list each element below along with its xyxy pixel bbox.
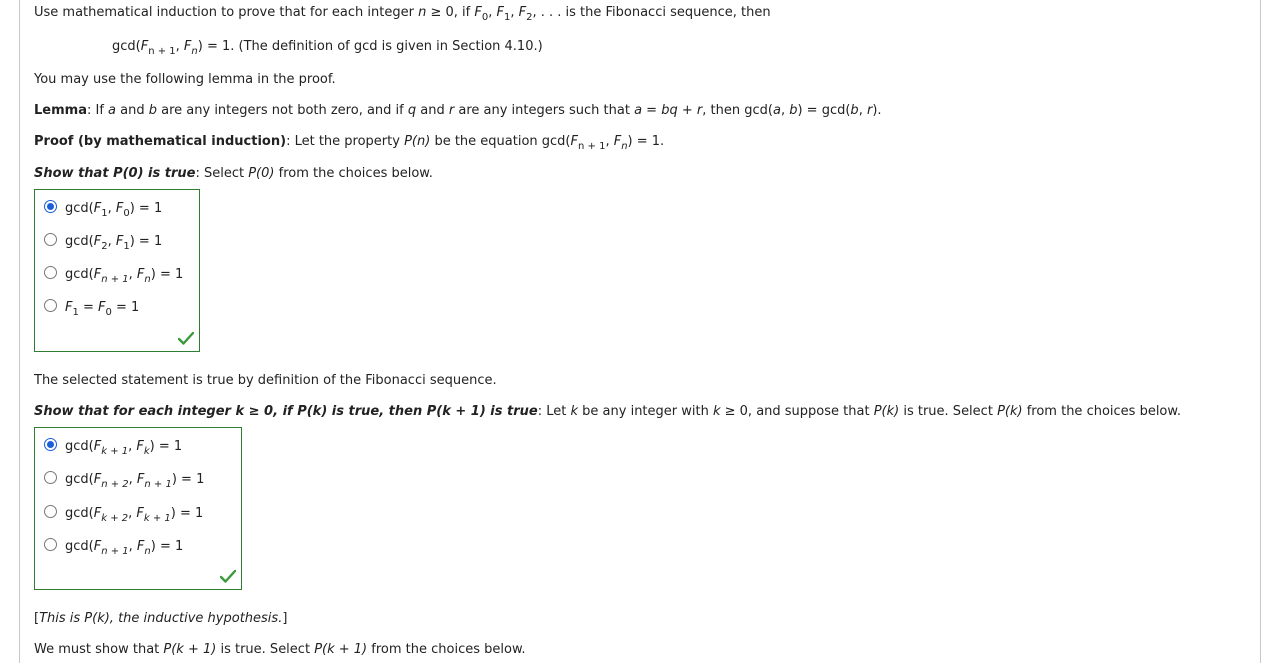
lemma-text: : If (86, 103, 109, 118)
lemma-text: + (677, 103, 697, 118)
bracket: [ (34, 611, 40, 626)
lemma-usage-note: You may use the following lemma in the proof. (34, 72, 336, 87)
var-Pk: P(k) (873, 404, 900, 419)
frame-right-border (1260, 0, 1261, 663)
step0-option-4[interactable] (44, 300, 139, 316)
subscript: n + 1 (101, 274, 129, 285)
stepk-heading (34, 404, 1181, 419)
subscript: n (621, 141, 628, 152)
option-text: ) = 1 (129, 201, 163, 216)
lemma-statement (34, 103, 882, 118)
step0-option-2[interactable]: $\gcd(F_2$, $F_1) = 1$ (44, 234, 162, 250)
subscript: 0 (105, 307, 112, 318)
stepk-option-4[interactable]: $\gcd(F_{n + 1}$, $F_n) = 1$ (44, 539, 183, 555)
step-text: from the choices below. (1022, 404, 1181, 419)
step0-option-1[interactable]: $\gcd(F_1$, $F_0) = 1$ (44, 201, 162, 217)
lemma-label: Lemma (34, 103, 87, 118)
lemma-text: , then gcd( (702, 103, 773, 118)
var-F: F (93, 201, 102, 216)
var-F: F (93, 267, 102, 282)
var-n: n (418, 5, 427, 20)
var-k: k (712, 404, 721, 419)
subscript: n (191, 46, 198, 57)
radio-icon[interactable] (44, 233, 57, 246)
var-F: F (136, 472, 145, 487)
subscript: 2 (101, 241, 108, 252)
option-text: gcd( (65, 201, 94, 216)
subscript: k + 1 (143, 513, 171, 524)
lemma-text: , (858, 103, 867, 118)
step0-answer-box (34, 189, 200, 352)
intro-text: , . . . is the Fibonacci sequence, then (532, 5, 771, 20)
var-r: r (448, 103, 455, 118)
lemma-text: , (780, 103, 790, 118)
must-show-text: from the choices below. (367, 642, 526, 657)
var-F: F (136, 439, 144, 454)
intro-text: Use mathematical induction to prove that for each integer (34, 5, 419, 20)
radio-icon[interactable] (44, 538, 57, 551)
lemma-text: and (416, 103, 449, 118)
var-a: a (634, 103, 643, 118)
lemma-text: are any integers such that (454, 103, 635, 118)
subscript: n + 1 (101, 546, 129, 557)
option-text: gcd( (65, 472, 94, 487)
lemma-text: = (642, 103, 662, 118)
var-F: F (93, 439, 102, 454)
option-text: ) = 1 (170, 506, 204, 521)
option-text: ) = 1 (129, 234, 163, 249)
lemma-text: ) = gcd( (797, 103, 851, 118)
var-Pk1: P(k + 1) (163, 642, 217, 657)
must-show-text: is true. Select (216, 642, 315, 657)
step0-option-3[interactable]: $\gcd(F_{n + 1}$, $F_n) = 1$ (44, 267, 183, 283)
var-r: r (696, 103, 703, 118)
var-F: F (183, 39, 192, 54)
hypothesis-text: This is P(k), the inductive hypothesis. (39, 611, 283, 626)
subscript: n + 2 (101, 479, 129, 490)
var-F: F (93, 472, 102, 487)
subscript: n (144, 546, 151, 557)
var-b: b (850, 103, 859, 118)
must-show-text: We must show that (34, 642, 164, 657)
var-F: F (474, 5, 482, 20)
var-F: F (140, 39, 149, 54)
var-F: F (93, 234, 102, 249)
subscript: 2 (526, 12, 533, 23)
stepk-label: Show that for each integer k ≥ 0, if P(k) is true, then P(k + 1) is true (34, 404, 538, 419)
option-text: gcd( (65, 439, 94, 454)
subscript: 0 (123, 208, 130, 219)
subscript: k + 2 (101, 513, 129, 524)
subscript: k (143, 446, 150, 457)
lemma-text: are any integers not both zero, and if (157, 103, 408, 118)
var-F: F (570, 134, 578, 149)
stepk-option-2[interactable]: $\gcd(F_{n + 2}$, $F_{n + 1}) = 1$ (44, 472, 204, 488)
checkmark-icon (178, 331, 194, 345)
frame-left-border (19, 0, 20, 663)
subscript: 1 (123, 241, 130, 252)
checkmark-icon (220, 569, 236, 583)
subscript: 1 (101, 208, 108, 219)
proof-label: Proof (by mathematical induction) (34, 134, 287, 149)
var-F: F (136, 539, 145, 554)
var-F: F (496, 5, 504, 20)
option-text: ) = 1 (150, 267, 184, 282)
radio-icon[interactable] (44, 299, 57, 312)
var-a: a (108, 103, 116, 118)
var-F: F (93, 506, 102, 521)
subscript: n + 1 (144, 479, 172, 490)
must-show-line (34, 642, 526, 657)
subscript: n (144, 274, 151, 285)
var-q: q (407, 103, 417, 118)
intro-line: Use mathematical induction to prove that for each integer n ≥ 0, if $F_0$, $F_1$, $F_2$, . . . is the Fibonacci sequence, then (34, 5, 771, 23)
step-text: from the choices below. (274, 166, 433, 181)
var-F: F (613, 134, 622, 149)
intro-text: ≥ 0, if (426, 5, 475, 20)
proof-text: ) = 1. (627, 134, 665, 149)
proof-statement: Proof (by mathematical induction): Let the property P(n) be the equation $\gcd(F_{n + 1}$, $F_n) = 1$. (34, 134, 665, 152)
var-Pk: P(k) (997, 404, 1023, 419)
var-F: F (518, 5, 527, 20)
step-text: is true. Select (899, 404, 998, 419)
step0-explanation: The selected statement is true by definition of the Fibonacci sequence. (34, 373, 497, 388)
subscript: n + 1 (148, 46, 176, 57)
lemma-text: ). (872, 103, 882, 118)
subscript: n + 1 (578, 141, 606, 152)
subscript: 1 (72, 307, 79, 318)
var-F: F (136, 267, 145, 282)
proof-text: : Let the property (286, 134, 405, 149)
var-F: F (98, 300, 106, 315)
var-a: a (772, 103, 781, 118)
radio-icon[interactable] (44, 200, 57, 213)
var-F: F (65, 300, 73, 315)
option-text: gcd( (65, 539, 94, 554)
step-text: ≥ 0, and suppose that (720, 404, 874, 419)
option-text: gcd( (65, 234, 94, 249)
stepk-answer-box (34, 427, 242, 590)
radio-icon[interactable] (44, 438, 57, 451)
option-text: ) = 1 (150, 539, 184, 554)
proof-text: be the equation gcd( (430, 134, 571, 149)
var-b: b (148, 103, 157, 118)
lemma-text: and (116, 103, 149, 118)
var-F: F (115, 234, 124, 249)
subscript: 1 (503, 12, 511, 23)
var-P0: P(0) (248, 166, 275, 181)
radio-icon[interactable] (44, 471, 57, 484)
intro-formula: $\gcd(F_{n + 1}$, $F_n) = 1$. (The definition of gcd is given in Section 4.10.) (112, 39, 543, 57)
option-text: gcd( (65, 506, 94, 521)
step-text: be any integer with (578, 404, 713, 419)
option-text: ) = 1 (149, 439, 183, 454)
stepk-option-3[interactable]: $\gcd(F_{k + 2}$, $F_{k + 1}) = 1$ (44, 506, 203, 522)
radio-icon[interactable] (44, 266, 57, 279)
step0-label: Show that P(0) is true (34, 166, 196, 181)
stepk-option-1[interactable]: $\gcd(F_{k + 1}$, $F_k) = 1$ (44, 439, 182, 455)
step-text: : Select (195, 166, 249, 181)
step0-heading (34, 166, 433, 181)
var-F: F (115, 201, 124, 216)
step-text: : Let (537, 404, 571, 419)
var-Pk1: P(k + 1) (314, 642, 368, 657)
option-text: gcd( (65, 267, 94, 282)
option-text: = (78, 300, 99, 315)
inductive-hypothesis-note (34, 611, 287, 626)
subscript: k + 1 (101, 446, 129, 457)
var-Pn: P(n) (404, 134, 431, 149)
var-r: r (866, 103, 873, 118)
var-F: F (93, 539, 102, 554)
option-text: ) = 1 (171, 472, 205, 487)
option-text: = 1 (111, 300, 140, 315)
var-F: F (136, 506, 144, 521)
formula-text: gcd( (112, 39, 141, 54)
var-b: b (789, 103, 798, 118)
radio-icon[interactable] (44, 505, 57, 518)
bracket: ] (282, 611, 288, 626)
var-bq: bq (661, 103, 678, 118)
var-k: k (570, 404, 579, 419)
subscript: 0 (481, 12, 489, 23)
formula-text: ) = 1. (The definition of gcd is given in Section 4.10.) (197, 39, 543, 54)
